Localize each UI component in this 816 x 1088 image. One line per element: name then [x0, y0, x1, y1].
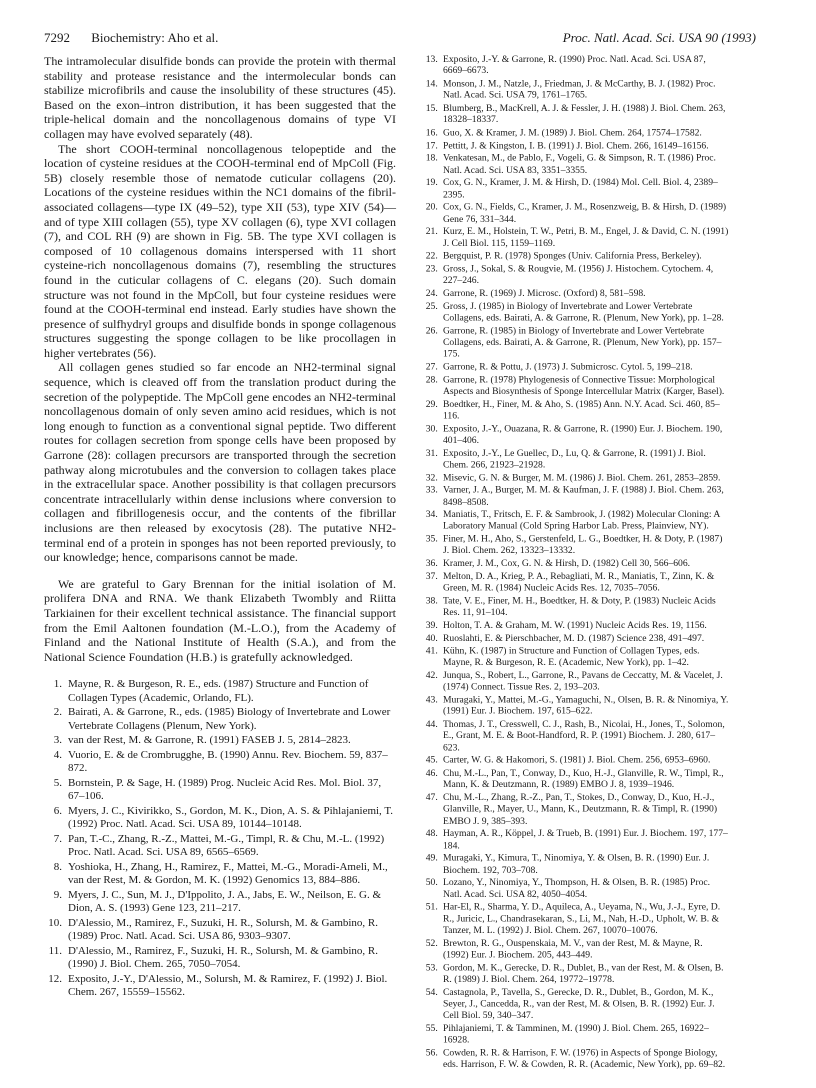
- reference-number: 11.: [48, 944, 62, 957]
- reference-item: [422, 755, 730, 767]
- reference-item: [422, 399, 730, 422]
- reference-text: Bairati, A. & Garrone, R., eds. (1985) Biology of Invertebrate and Lower Vertebrate Collagens (Plenum, New York).: [68, 706, 391, 732]
- reference-number: 15.: [425, 102, 438, 114]
- reference-number: 56.: [425, 1047, 438, 1058]
- reference-number: 42.: [425, 670, 438, 681]
- reference-number: 39.: [425, 620, 438, 631]
- reference-item: [44, 889, 396, 916]
- reference-text: Muragaki, Y., Kimura, T., Ninomiya, Y. & Olsen, B. R. (1990) Eur. J. Biochem. 192, 703–708.: [442, 852, 710, 876]
- reference-text: Cox, G. N., Fields, C., Kramer, J. M., Rosenzweig, B. & Hirsh, D. (1989) Gene 76, 331–344.: [442, 201, 727, 225]
- reference-number: 54.: [425, 986, 438, 998]
- reference-item: [422, 596, 730, 619]
- reference-number: 46.: [425, 768, 438, 779]
- reference-item: [422, 264, 730, 287]
- reference-number: 19.: [425, 177, 438, 188]
- reference-number: 21.: [425, 226, 438, 237]
- page-number: 7292: [44, 30, 70, 45]
- reference-item: [422, 374, 730, 397]
- reference-number: 30.: [425, 423, 438, 434]
- reference-number: 49.: [425, 852, 438, 864]
- reference-text: Cowden, R. R. & Harrison, F. W. (1976) in Aspects of Sponge Biology, eds. Harrison, F. W. & Cowden, R. R. (Academic, New York), pp. 69–82.: [442, 1047, 726, 1070]
- reference-number: 4.: [53, 749, 62, 761]
- reference-text: Tate, V. E., Finer, M. H., Boedtker, H. & Doty, P. (1983) Nucleic Acids Res. 11, 91–104.: [442, 595, 716, 618]
- reference-text: Chu, M.-L., Pan, T., Conway, D., Kuo, H.-J., Glanville, R. W., Timpl, R., Mann, K. & Deutzmann, R. (1989) EMBO J. 8, 1939–1946.: [442, 768, 724, 791]
- reference-item: [422, 325, 730, 360]
- reference-number: 20.: [425, 201, 438, 213]
- reference-item: [422, 301, 730, 324]
- reference-text: Kurz, E. M., Holstein, T. W., Petri, B. M., Engel, J. & David, C. N. (1991) J. Cell Biol. 115, 1159–1169.: [442, 226, 729, 249]
- reference-number: 28.: [425, 374, 438, 385]
- reference-text: Lozano, Y., Ninomiya, Y., Thompson, H. & Olsen, B. R. (1985) Proc. Natl. Acad. Sci. USA 82, 4050–4054.: [442, 877, 711, 900]
- reference-number: 26.: [425, 325, 438, 336]
- reference-number: 7.: [53, 832, 62, 845]
- reference-text: Boedtker, H., Finer, M. & Aho, S. (1985) Ann. N.Y. Acad. Sci. 460, 85–116.: [442, 398, 720, 421]
- reference-text: Monson, J. M., Natzle, J., Friedman, J. & McCarthy, B. J. (1982) Proc. Natl. Acad. Sci. USA 79, 1761–1765.: [442, 78, 716, 101]
- reference-text: Ruoslahti, E. & Pierschbacher, M. D. (1987) Science 238, 491–497.: [442, 632, 705, 644]
- acknowledgment-paragraph: We are grateful to Gary Brennan for the initial isolation of M. prolifera DNA and RNA. We thank Elizabeth Twombly and Riitta Tarkiainen for their excellent technical assistance. The financial support from the Emil Aaltonen foundation (M.-L.O.), from the Academy of Finland and the National Institute of Health (S.A.), and from the National Science Foundation (H.B.) is gratefully acknowledged.: [44, 576, 396, 664]
- reference-text: Guo, X. & Kramer, J. M. (1989) J. Biol. Chem. 264, 17574–17582.: [442, 127, 702, 138]
- reference-item: [422, 226, 730, 249]
- reference-item: [422, 987, 730, 1022]
- reference-text: D'Alessio, M., Ramirez, F., Suzuki, H. R., Solursh, M. & Gambino, R. (1989) Proc. Natl. Acad. Sci. USA 86, 9303–9307.: [68, 916, 379, 943]
- reference-number: 13.: [425, 54, 438, 65]
- reference-item: [422, 472, 730, 484]
- reference-number: 37.: [425, 571, 438, 582]
- body-paragraph: The short COOH-terminal noncollagenous telopeptide and the location of cysteine residues at the COOH-terminal end of MpColl (Fig. 5B) closely resemble those of nematode cuticular collagens (20). Locations of the cysteine residues within the NC1 domains of the fibril-associated collagens—type IX (49–52), type XII (53), type XIV (54)—and of type XIII collagen (55), type XV collagen (6), type XVI collagen (7), and COL RH (9) are shown in Fig. 5B. The type XVI collagen is composed of 10 collagenous domains interspersed with 11 short cysteine-rich noncollagenous domains (7), resembling the structures found in the cuticular collagens of C. elegans (20). Such domain structure was not found in the MpColl, but four cysteine residues were found at the COOH-terminal end instead. Early studies have shown the presence of sulfhydryl groups and disulfide bonds in sponge collagenous structures suggesting the sponge collagen to be like procollagen in higher vertebrates (56).: [44, 141, 396, 360]
- page-header: [44, 30, 756, 46]
- reference-item: [44, 945, 396, 972]
- reference-text: Cox, G. N., Kramer, J. M. & Hirsh, D. (1984) Mol. Cell. Biol. 4, 2389–2395.: [442, 177, 718, 200]
- reference-list-left: [44, 678, 396, 999]
- reference-number: 47.: [425, 792, 438, 803]
- reference-text: Varner, J. A., Burger, M. M. & Kaufman, J. F. (1988) J. Biol. Chem. 263, 8498–8508.: [442, 484, 724, 508]
- header-left: [44, 30, 218, 46]
- reference-list-right: [422, 54, 730, 1071]
- reference-text: Melton, D. A., Krieg, P. A., Rebagliati, M. R., Maniatis, T., Zinn, K. & Green, M. R. (1984) Nucleic Acids Res. 12, 7035–7056.: [442, 571, 715, 594]
- reference-item: [44, 749, 396, 776]
- reference-text: Pihlajaniemi, T. & Tamminen, M. (1990) J. Biol. Chem. 265, 16922–16928.: [442, 1022, 709, 1046]
- reference-number: 23.: [425, 263, 438, 275]
- reference-text: Mayne, R. & Burgeson, R. E., eds. (1987) Structure and Function of Collagen Types (Academic, Orlando, FL).: [68, 678, 369, 704]
- reference-number: 6.: [53, 804, 62, 817]
- reference-number: 45.: [425, 755, 438, 766]
- reference-text: Brewton, R. G., Ouspenskaia, M. V., van der Rest, M. & Mayne, R. (1992) Eur. J. Biochem. 205, 443–449.: [442, 937, 703, 961]
- reference-item: [422, 127, 730, 139]
- reference-text: van der Rest, M. & Garrone, R. (1991) FASEB J. 5, 2814–2823.: [68, 734, 351, 747]
- reference-number: 40.: [425, 632, 438, 644]
- reference-number: 22.: [425, 250, 438, 262]
- body-paragraph: All collagen genes studied so far encode an NH2-terminal signal sequence, which is cleaved off from the translation product during the secretion of the polypeptide. The MpColl gene encodes an NH2-terminal noncollagenous domain of only seven amino acid residues, which is not long enough to function as a conventional signal peptide. Two different routes for collagen secretion from sponge cells have been proposed by Garrone (28): collagen precursors are transported through the secretion pathway along microtubules and the conversion to collagen takes place in the extracellular space. Another possibility is that collagen precursors concentrate intracellularly within dense inclusions where conversion to collagen and fibrillogenesis occur, and the contents of the fibrillar inclusions are then released by exocytosis (28). The putative NH2-terminal end of a protein in sponges has not been reported previously, to our knowledge; hence, comparisons cannot be made.: [44, 360, 396, 565]
- reference-text: Bergquist, P. R. (1978) Sponges (Univ. California Press, Berkeley).: [442, 250, 702, 262]
- reference-text: Thomas, J. T., Cresswell, C. J., Rash, B., Nicolai, H., Jones, T., Solomon, E., Grant, M. E. & Boot-Handford, R. P. (1991) Biochem. J. 280, 617–623.: [442, 719, 725, 753]
- reference-text: Pan, T.-C., Zhang, R.-Z., Mattei, M.-G., Timpl, R. & Chu, M.-L. (1992) Proc. Natl. Acad. Sci. USA 89, 6565–6569.: [68, 832, 385, 859]
- reference-number: 41.: [425, 645, 438, 657]
- reference-number: 52.: [425, 937, 438, 949]
- reference-item: [422, 423, 730, 446]
- reference-number: 24.: [425, 288, 438, 299]
- reference-item: [422, 140, 730, 152]
- reference-number: 35.: [425, 533, 438, 545]
- reference-text: Muragaki, Y., Mattei, M.-G., Yamaguchi, N., Olsen, B. R. & Ninomiya, Y. (1991) Eur. J. Biochem. 197, 615–622.: [442, 694, 729, 717]
- reference-item: [422, 448, 730, 471]
- reference-text: Garrone, R. & Pottu, J. (1973) J. Submicrosc. Cytol. 5, 199–218.: [442, 361, 693, 372]
- reference-item: [422, 670, 730, 693]
- reference-item: [422, 153, 730, 176]
- reference-number: 48.: [425, 828, 438, 840]
- reference-number: 44.: [425, 719, 438, 730]
- reference-item: [422, 633, 730, 645]
- reference-number: 3.: [53, 734, 62, 747]
- reference-number: 43.: [425, 694, 438, 706]
- reference-text: Exposito, J.-Y., D'Alessio, M., Solursh, M. & Ramirez, F. (1992) J. Biol. Chem. 267, 15559–15562.: [68, 972, 388, 999]
- reference-text: Blumberg, B., MacKrell, A. J. & Fessler, J. H. (1988) J. Biol. Chem. 263, 18328–18337.: [442, 102, 726, 126]
- reference-text: Exposito, J.-Y. & Garrone, R. (1990) Proc. Natl. Acad. Sci. USA 87, 6669–6673.: [442, 54, 706, 77]
- reference-item: [422, 288, 730, 300]
- reference-item: [422, 54, 730, 77]
- reference-text: Finer, M. H., Aho, S., Gerstenfeld, L. G., Boedtker, H. & Doty, P. (1987) J. Biol. Chem. 262, 13323–13332.: [442, 533, 723, 556]
- reference-item: [422, 1023, 730, 1046]
- reference-text: Venkatesan, M., de Pablo, F., Vogeli, G. & Simpson, R. T. (1986) Proc. Natl. Acad. Sci. USA 83, 3351–3355.: [442, 153, 716, 176]
- reference-text: Holton, T. A. & Graham, M. W. (1991) Nucleic Acids Res. 19, 1156.: [442, 620, 707, 631]
- reference-number: 50.: [425, 877, 438, 888]
- reference-text: Carter, W. G. & Hakomori, S. (1981) J. Biol. Chem. 256, 6953–6960.: [442, 755, 711, 766]
- reference-item: [422, 509, 730, 532]
- reference-item: [422, 719, 730, 754]
- reference-item: [44, 678, 396, 705]
- reference-item: [44, 777, 396, 804]
- reference-number: 31.: [425, 447, 438, 459]
- reference-text: Exposito, J.-Y., Le Guellec, D., Lu, Q. & Garrone, R. (1991) J. Biol. Chem. 266, 21923–21928.: [442, 447, 706, 470]
- reference-text: Gross, J., Sokal, S. & Rougvie, M. (1956) J. Histochem. Cytochem. 4, 227–246.: [442, 263, 714, 286]
- reference-text: Kühn, K. (1987) in Structure and Function of Collagen Types, eds. Mayne, R. & Burgeson, R. E. (Academic, New York), pp. 1–42.: [442, 645, 700, 668]
- reference-number: 33.: [425, 484, 438, 496]
- reference-item: [422, 534, 730, 557]
- reference-text: D'Alessio, M., Ramirez, F., Suzuki, H. R., Solursh, M. & Gambino, R. (1990) J. Biol. Chem. 265, 7050–7054.: [68, 944, 379, 971]
- reference-item: [422, 1047, 730, 1070]
- reference-text: Exposito, J.-Y., Ouazana, R. & Garrone, R. (1990) Eur. J. Biochem. 190, 401–406.: [442, 423, 723, 446]
- reference-item: [422, 558, 730, 570]
- reference-text: Bornstein, P. & Sage, H. (1989) Prog. Nucleic Acid Res. Mol. Biol. 37, 67–106.: [68, 776, 382, 803]
- reference-item: [422, 620, 730, 632]
- reference-item: [422, 646, 730, 669]
- reference-text: Castagnola, P., Tavella, S., Gerecke, D. R., Dublet, B., Gordon, M. K., Seyer, J., Cancedda, R., van der Rest, M. & Olsen, B. R. (1992) Eur. J. Cell Biol. 59, 340–347.: [442, 986, 715, 1021]
- reference-item: [44, 833, 396, 860]
- reference-text: Har-El, R., Sharma, Y. D., Aquileca, A., Ueyama, N., Wu, J.-J., Eyre, D. R., Juricic, L., Chandrasekaran, S., Li, M., Nah, H.-D., Upholt, W. B. & Tanzer, M. L. (1992) J. Biol. Chem. 267, 10070–10076.: [442, 901, 721, 936]
- reference-number: 16.: [425, 127, 438, 138]
- reference-item: [422, 768, 730, 791]
- reference-text: Gross, J. (1985) in Biology of Invertebrate and Lower Vertebrate Collagens, eds. Bairati, A. & Garrone, R. (Plenum, New York), pp. 1–28.: [442, 300, 724, 324]
- reference-item: [422, 938, 730, 961]
- reference-text: Hayman, A. R., Köppel, J. & Trueb, B. (1991) Eur. J. Biochem. 197, 177–184.: [442, 828, 728, 851]
- reference-item: [422, 877, 730, 900]
- reference-number: 10.: [48, 916, 62, 929]
- reference-item: [422, 902, 730, 937]
- reference-text: Chu, M.-L., Zhang, R.-Z., Pan, T., Stokes, D., Conway, D., Kuo, H.-J., Glanville, R., Mayer, U., Mann, K., Deutzmann, R. & Timpl, R. (1990) EMBO J. 9, 385–393.: [442, 792, 718, 827]
- reference-number: 36.: [425, 558, 438, 569]
- reference-item: [422, 103, 730, 126]
- reference-number: 53.: [425, 962, 438, 973]
- reference-item: [44, 734, 396, 747]
- reference-text: Misevic, G. N. & Burger, M. M. (1986) J. Biol. Chem. 261, 2853–2859.: [442, 472, 721, 483]
- reference-number: 34.: [425, 509, 438, 520]
- reference-text: Garrone, R. (1978) Phylogenesis of Connective Tissue: Morphological Aspects and Biosynthesis of Sponge Intercellular Matrix (Karger, Basel).: [442, 374, 725, 397]
- reference-number: 27.: [425, 361, 438, 372]
- reference-number: 29.: [425, 398, 438, 410]
- reference-text: Maniatis, T., Fritsch, E. F. & Sambrook, J. (1982) Molecular Cloning: A Laboratory Manual (Cold Spring Harbor Lab. Press, Plainview, NY).: [442, 509, 720, 532]
- reference-item: [422, 251, 730, 263]
- reference-text: Pettitt, J. & Kingston, I. B. (1991) J. Biol. Chem. 266, 16149–16156.: [442, 140, 709, 151]
- reference-item: [422, 962, 730, 985]
- reference-item: [44, 805, 396, 832]
- reference-item: [422, 78, 730, 101]
- reference-text: Garrone, R. (1969) J. Microsc. (Oxford) 8, 581–598.: [442, 288, 646, 299]
- journal-citation: Proc. Natl. Acad. Sci. USA 90 (1993): [562, 30, 756, 45]
- reference-text: Myers, J. C., Sun, M. J., D'Ippolito, J. A., Jabs, E. W., Neilson, E. G. & Dion, A. S. (1993) Gene 123, 211–217.: [68, 888, 382, 915]
- reference-item: [44, 973, 396, 1000]
- reference-number: 12.: [48, 972, 62, 985]
- left-column: [44, 54, 396, 1001]
- reference-item: [44, 917, 396, 944]
- reference-number: 55.: [425, 1022, 438, 1034]
- reference-number: 18.: [425, 153, 438, 164]
- reference-item: [422, 792, 730, 827]
- reference-number: 38.: [425, 595, 438, 607]
- reference-item: [44, 861, 396, 888]
- reference-item: [422, 485, 730, 508]
- reference-number: 14.: [425, 78, 438, 89]
- reference-number: 2.: [53, 706, 62, 719]
- reference-number: 17.: [425, 140, 438, 151]
- reference-item: [422, 177, 730, 200]
- reference-number: 32.: [425, 472, 438, 483]
- reference-text: Myers, J. C., Kivirikko, S., Gordon, M. K., Dion, A. S. & Pihlajaniemi, T. (1992) Proc. Natl. Acad. Sci. USA 89, 10144–10148.: [68, 804, 394, 831]
- reference-item: [422, 202, 730, 225]
- reference-text: Kramer, J. M., Cox, G. N. & Hirsh, D. (1982) Cell 30, 566–606.: [442, 558, 691, 569]
- reference-item: [422, 571, 730, 594]
- reference-text: Junqua, S., Robert, L., Garrone, R., Pavans de Ceccatty, M. & Vacelet, J. (1974) Connect. Tissue Res. 2, 193–203.: [442, 670, 723, 693]
- reference-text: Yoshioka, H., Zhang, H., Ramirez, F., Mattei, M.-G., Moradi-Ameli, M., van der Rest, M. & Gordon, M. K. (1992) Genomics 13, 884–886.: [68, 860, 388, 887]
- reference-item: [422, 361, 730, 373]
- reference-number: 9.: [53, 888, 62, 901]
- reference-number: 1.: [53, 678, 62, 691]
- reference-number: 25.: [425, 300, 438, 312]
- reference-text: Garrone, R. (1985) in Biology of Invertebrate and Lower Vertebrate Collagens, eds. Bairati, A. & Garrone, R. (Plenum, New York), pp. 157–175.: [442, 325, 722, 360]
- reference-text: Vuorio, E. & de Crombrugghe, B. (1990) Annu. Rev. Biochem. 59, 837–872.: [68, 749, 388, 775]
- right-column: [422, 54, 730, 1072]
- reference-number: 5.: [53, 776, 62, 789]
- running-title: Biochemistry: Aho et al.: [91, 30, 219, 45]
- reference-item: [422, 829, 730, 852]
- reference-text: Gordon, M. K., Gerecke, D. R., Dublet, B., van der Rest, M. & Olsen, B. R. (1989) J. Biol. Chem. 264, 19772–19778.: [442, 962, 724, 985]
- reference-item: [422, 695, 730, 718]
- reference-item: [422, 853, 730, 876]
- reference-number: 51.: [425, 901, 438, 913]
- body-paragraph: The intramolecular disulfide bonds can provide the protein with thermal stability and protease resistance and the intermolecular bonds can stabilize microfibrils and cause the insolubility of these structures (45). Based on the exon–intron distribution, it has been suggested that the triple-helical domain and the noncollagenous domains of type VI collagen may have evolved separately (48).: [44, 54, 396, 141]
- reference-number: 8.: [53, 860, 62, 873]
- reference-item: [44, 706, 396, 733]
